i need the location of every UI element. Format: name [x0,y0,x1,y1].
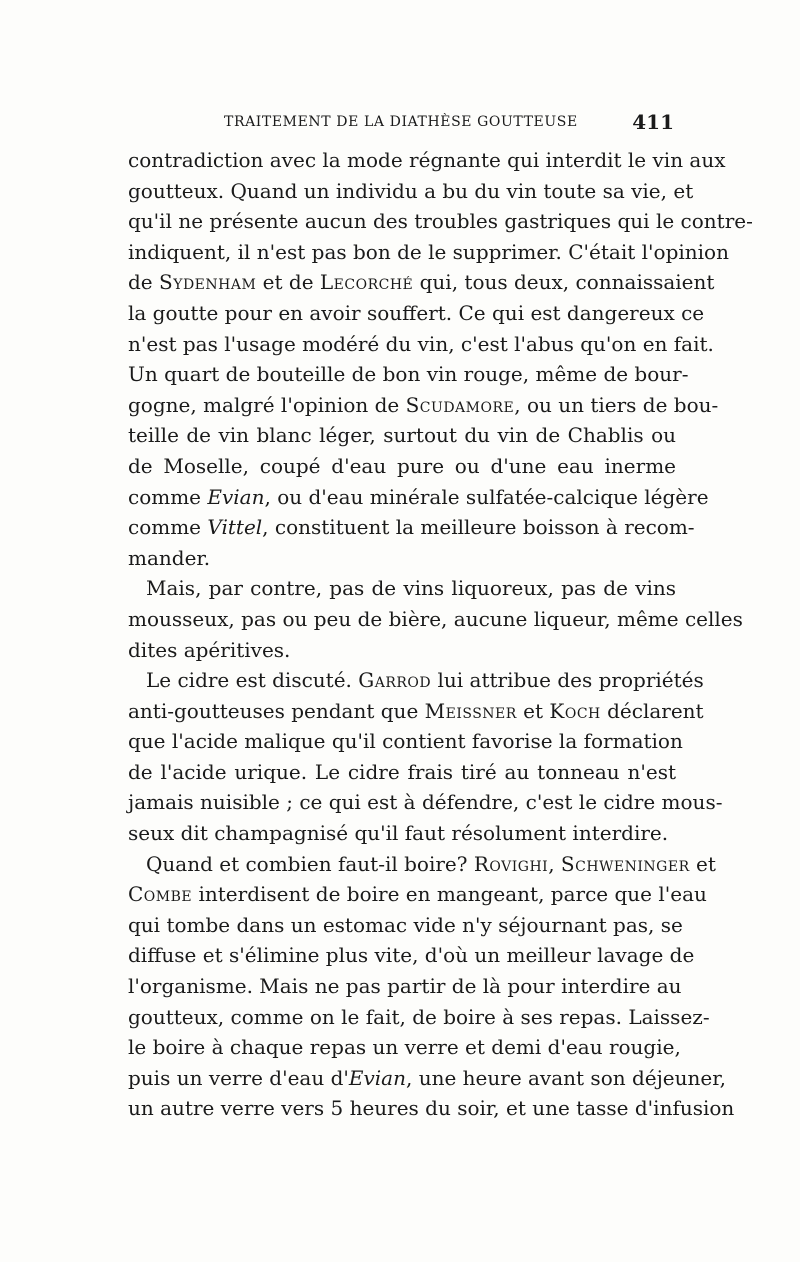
text-segment: n'est pas l'usage modéré du vin, c'est l'abus qu'on en fait. [128,331,714,356]
text-line [128,298,705,329]
author-name: Lecorché [319,270,414,295]
text-segment: Quand et combien faut-il boire? [146,851,474,876]
text-line [128,329,714,360]
text-line [128,267,715,298]
author-name: Combe [128,882,193,907]
text-line [128,787,723,818]
text-line [128,971,682,1002]
text-segment: de Moselle, coupé d'eau pure ou d'une eau inerme [128,453,676,478]
text-segment: de l'acide urique. Le cidre frais tiré au tonneau n'est [128,759,676,784]
text-line [128,726,683,757]
text-segment: mander. [128,545,211,570]
text-line [128,573,676,604]
text-segment: indiquent, il n'est pas bon de le supprimer. C'était l'opinion [128,239,729,264]
text-segment: comme [128,484,208,509]
text-segment: et [689,851,716,876]
text-segment: , ou d'eau minérale sulfatée-calcique légère [264,484,709,509]
page-number: 411 [632,110,674,134]
text-segment: un autre verre vers 5 heures du soir, et une tasse d'infusion [128,1096,735,1121]
text-segment: l'organisme. Mais ne pas partir de là pour interdire au [128,974,682,999]
text-line [128,512,695,543]
text-line [128,359,689,390]
text-line [128,482,709,513]
text-segment: anti-goutteuses pendant que [128,698,425,723]
text-segment: jamais nuisible ; ce qui est à défendre, c'est le cidre mous- [128,790,723,815]
text-segment: la goutte pour en avoir souffert. Ce qui est dangereux ce [128,300,705,325]
author-name: Garrod [358,668,432,693]
text-line [128,543,676,574]
text-segment: dites apéritives. [128,637,291,662]
text-segment: interdisent de boire en mangeant, parce que l'eau [192,882,707,907]
text-segment: mousseux, pas ou peu de bière, aucune liqueur, même celles [128,606,743,631]
author-name: Schweninger [560,851,690,876]
text-line [128,390,719,421]
text-segment: gogne, malgré l'opinion de [128,392,406,417]
text-segment: goutteux. Quand un individu a bu du vin toute sa vie, et [128,178,694,203]
text-line [128,757,676,788]
text-segment: de [128,270,159,295]
text-line [128,696,704,727]
text-segment: diffuse et s'élimine plus vite, d'où un meilleur lavage de [128,943,695,968]
emphasized-term: Vittel [207,515,263,540]
text-line [128,818,676,849]
text-segment: , une heure avant son déjeuner, [405,1065,726,1090]
text-line [128,237,729,268]
text-segment: et de [256,270,320,295]
text-line [128,940,695,971]
author-name: Meissner [424,698,517,723]
text-line [128,910,683,941]
text-segment: qui tombe dans un estomac vide n'y séjournant pas, se [128,912,683,937]
body-text [128,145,753,1124]
text-line [128,1032,681,1063]
author-name: Koch [549,698,601,723]
text-line [128,206,753,237]
page-header [128,112,676,136]
text-line [128,849,716,880]
text-segment: goutteux, comme on le fait, de boire à ses repas. Laissez- [128,1004,710,1029]
emphasized-term: Evian [207,484,265,509]
text-segment: comme [128,515,208,540]
running-head: TRAITEMENT DE LA DIATHÈSE GOUTTEUSE [224,114,578,130]
text-segment: lui attribue des propriétés [431,668,704,693]
text-segment: Un quart de bouteille de bon vin rouge, même de bour- [128,362,689,387]
text-segment: qu'il ne présente aucun des troubles gastriques qui le contre- [128,209,753,234]
text-segment: déclarent [600,698,704,723]
text-line [128,145,726,176]
text-segment: , [548,851,561,876]
author-name: Sydenham [159,270,257,295]
text-line [128,879,707,910]
text-line [128,1063,726,1094]
text-line [128,635,676,666]
text-line [128,1093,735,1124]
text-segment: contradiction avec la mode régnante qui interdit le vin aux [128,148,726,172]
emphasized-term: Evian [348,1065,406,1090]
text-segment: , constituent la meilleure boisson à recom- [262,515,695,540]
text-line [128,451,676,482]
text-line [128,176,694,207]
text-segment: le boire à chaque repas un verre et demi d'eau rougie, [128,1035,681,1060]
text-segment: seux dit champagnisé qu'il faut résolument interdire. [128,821,669,846]
text-segment: qui, tous deux, connaissaient [413,270,715,295]
text-line [128,1002,710,1033]
text-segment: Le cidre est discuté. [146,668,359,693]
text-segment: que l'acide malique qu'il contient favorise la formation [128,729,683,754]
text-segment: , ou un tiers de bou- [514,392,719,417]
author-name: Rovighi [473,851,549,876]
text-segment: Mais, par contre, pas de vins liquoreux, pas de vins [146,576,676,601]
text-segment: puis un verre d'eau d' [128,1065,349,1090]
text-line [128,420,676,451]
text-segment: et [516,698,550,723]
text-line [128,665,704,696]
text-line [128,604,743,635]
author-name: Scudamore [405,392,515,417]
text-segment: teille de vin blanc léger, surtout du vin de Chablis ou [128,423,676,448]
